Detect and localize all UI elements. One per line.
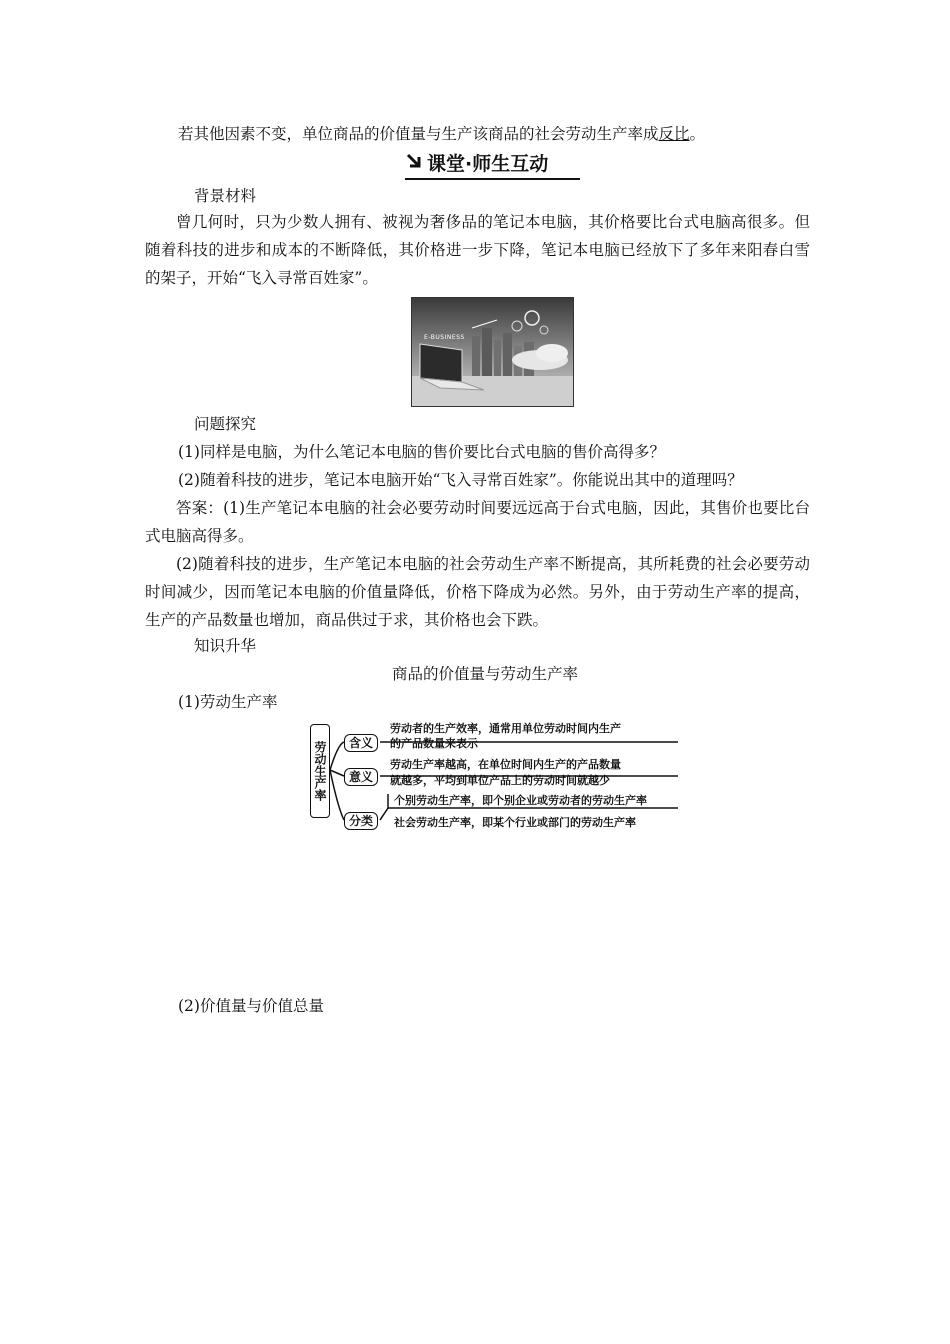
- background-label: 背景材料: [194, 187, 257, 205]
- image-caption: E-BUSINESS: [424, 334, 465, 341]
- intro-answer: 反比: [658, 125, 690, 143]
- mindmap-tag-meaning: 含义: [344, 734, 378, 752]
- mindmap-significance-line-1: 劳动生产率越高，在单位时间内生产的产品数量: [390, 758, 621, 771]
- intro-suffix: 。: [689, 125, 706, 143]
- inquiry-label: 问题探究: [194, 415, 257, 433]
- section-heading: [405, 150, 580, 180]
- mindmap-root: 劳动生产率: [310, 724, 330, 818]
- mindmap-class-line-1: 个别劳动生产率，即个别企业或劳动者的劳动生产率: [394, 794, 647, 807]
- intro-text: 若其他因素不变，单位商品的价值量与生产该商品的社会劳动生产率成: [178, 125, 659, 143]
- sublimation-title: 商品的价值量与劳动生产率: [392, 665, 579, 683]
- question-1: (1)同样是电脑，为什么笔记本电脑的售价要比台式电脑的售价高得多？: [178, 443, 665, 461]
- mindmap: [308, 718, 680, 829]
- background-text: 曾几何时，只为少数人拥有、被视为奢侈品的笔记本电脑，其价格要比台式电脑高很多。但随着科技的进步和成本的不断降低，其价格进一步下降，笔记本电脑已经放下了多年来阳春白雪的架子，开始“飞入寻常百姓家”。: [145, 213, 810, 287]
- section-heading-text: 课堂·师生互动: [427, 153, 549, 175]
- mindmap-tag-significance: 意义: [344, 768, 378, 786]
- intro-line: [178, 124, 705, 144]
- arrow-down-right-icon: [405, 150, 427, 176]
- question-2: (2)随着科技的进步，笔记本电脑开始“飞入寻常百姓家”。你能说出其中的道理吗？: [178, 471, 743, 489]
- value-total-heading: (2)价值量与价值总量: [178, 997, 324, 1015]
- answer-1: 答案：(1)生产笔记本电脑的社会必要劳动时间要远远高于台式电脑，因此，其售价也要比台式电脑高得多。: [145, 499, 810, 545]
- mindmap-meaning-line-1: 劳动者的生产效率，通常用单位劳动时间内生产: [390, 722, 621, 735]
- laptop-city-image: [411, 297, 574, 407]
- labor-productivity-heading: (1)劳动生产率: [178, 693, 278, 711]
- mindmap-meaning-line-2: 的产品数量来表示: [390, 737, 478, 750]
- mindmap-tag-classification: 分类: [344, 812, 378, 830]
- answer-2: (2)随着科技的进步，生产笔记本电脑的社会劳动生产率不断提高，其所耗费的社会必要劳动时间减少，因而笔记本电脑的价值量降低，价格下降成为必然。另外，由于劳动生产率的提高，生产的产品数量也增加，商品供过于求，其价格也会下跌。: [145, 555, 810, 629]
- mindmap-class-line-2: 社会劳动生产率，即某个行业或部门的劳动生产率: [394, 816, 636, 829]
- sublimation-label: 知识升华: [194, 637, 257, 655]
- mindmap-significance-line-2: 就越多，平均到单位产品上的劳动时间就越少: [390, 774, 610, 787]
